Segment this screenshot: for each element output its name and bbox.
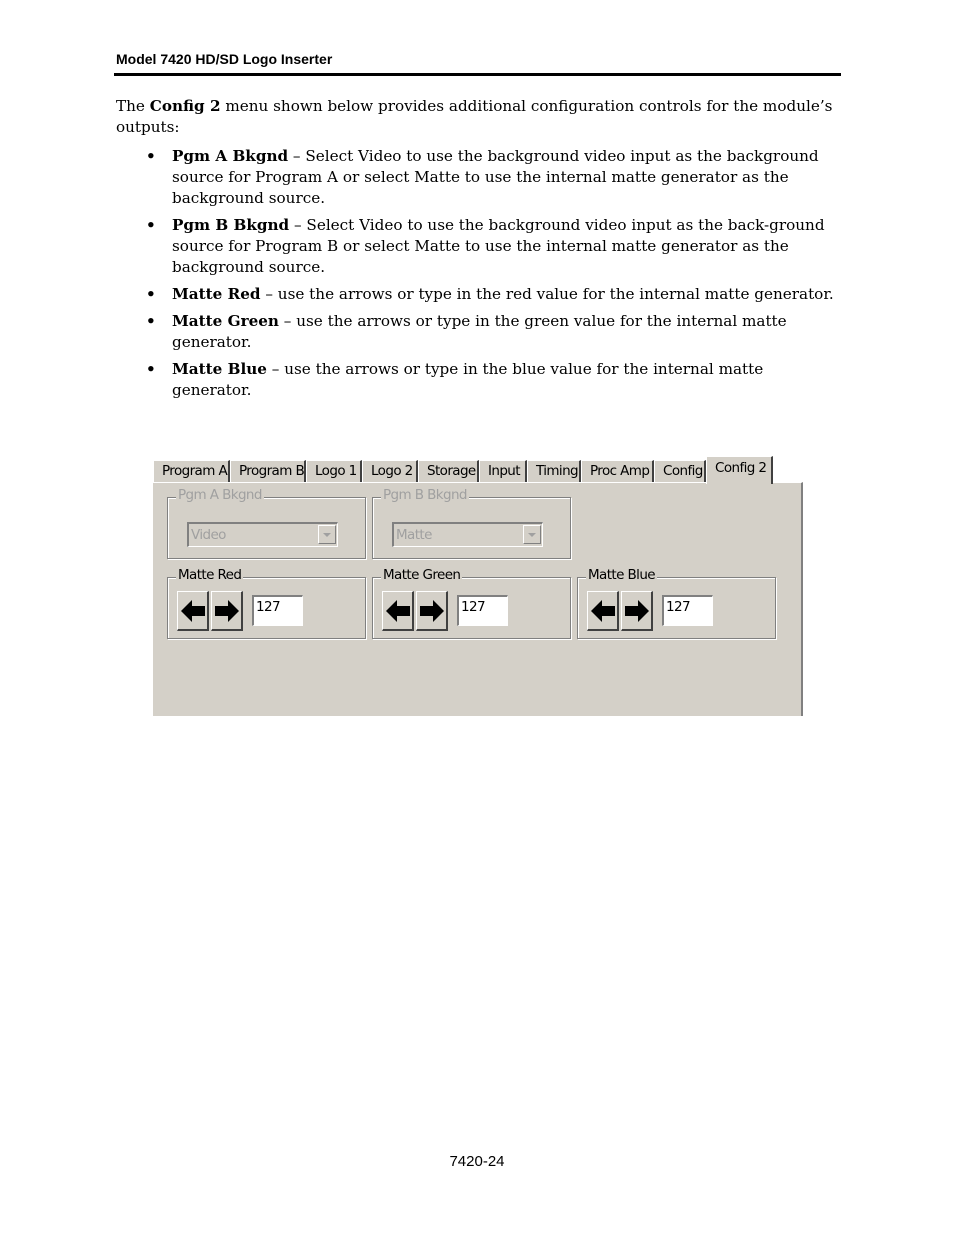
matte-red-label: Matte Red [178, 567, 242, 583]
tab-config-2[interactable]: Config 2 [706, 456, 773, 484]
pgm-a-bkgnd-select[interactable] [187, 522, 338, 547]
matte-green-group [372, 567, 571, 639]
dropdown-arrow-icon[interactable] [523, 525, 541, 544]
matte-green-label: Matte Green [383, 567, 461, 583]
matte-red-increment-button[interactable] [211, 591, 243, 631]
pgm-b-bkgnd-value: Matte [396, 527, 432, 543]
pgm-a-bkgnd-group [167, 487, 366, 559]
bullet-text: – use the arrows or type in the blue value for the internal matte generator. [172, 360, 764, 399]
bullet-text: – use the arrows or type in the green value for the internal matte generator. [172, 312, 787, 351]
left-arrow-icon [179, 596, 207, 626]
bullet-dot: • [146, 312, 156, 330]
matte-green-input[interactable]: 127 [457, 595, 508, 626]
tab-input[interactable]: Input [479, 460, 527, 482]
tab-program-b[interactable]: Program B [230, 460, 306, 482]
tab-logo-1[interactable]: Logo 1 [306, 460, 362, 482]
bullet-item-matte-green [116, 311, 842, 353]
bullet-item-pgm-a [116, 146, 842, 209]
bullet-item-matte-red [116, 284, 842, 305]
tab-proc-amp[interactable]: Proc Amp [581, 460, 654, 482]
matte-blue-label: Matte Blue [588, 567, 655, 583]
matte-blue-input[interactable]: 127 [662, 595, 713, 626]
tab-storage[interactable]: Storage [418, 460, 479, 482]
right-arrow-icon [623, 596, 651, 626]
intro-after: menu shown below provides additional configuration controls for the module’s outputs: [116, 97, 833, 136]
right-arrow-icon [213, 596, 241, 626]
matte-blue-decrement-button[interactable] [587, 591, 619, 631]
matte-green-decrement-button[interactable] [382, 591, 414, 631]
bullet-term: Pgm A Bkgnd [172, 147, 289, 165]
pgm-b-bkgnd-label: Pgm B Bkgnd [383, 487, 467, 503]
bullet-term: Matte Blue [172, 360, 267, 378]
bullet-term: Matte Green [172, 312, 279, 330]
bullet-list [116, 146, 842, 401]
header-rule [114, 73, 841, 76]
pgm-a-bkgnd-label: Pgm A Bkgnd [178, 487, 262, 503]
left-arrow-icon [589, 596, 617, 626]
intro-before: The [116, 97, 150, 115]
bullet-dot: • [146, 147, 156, 165]
body-text [116, 96, 842, 407]
pgm-a-bkgnd-value: Video [191, 527, 226, 543]
pgm-b-bkgnd-group [372, 487, 571, 559]
config2-screenshot [153, 455, 803, 716]
bullet-item-pgm-b [116, 215, 842, 278]
tab-timing[interactable]: Timing [527, 460, 581, 482]
intro-paragraph [116, 96, 842, 138]
tab-config[interactable]: Config [654, 460, 706, 482]
intro-bold: Config 2 [149, 97, 221, 115]
tab-program-a[interactable]: Program A [153, 460, 230, 482]
pgm-b-bkgnd-select[interactable] [392, 522, 543, 547]
dropdown-arrow-icon[interactable] [318, 525, 336, 544]
matte-red-decrement-button[interactable] [177, 591, 209, 631]
matte-red-group [167, 567, 366, 639]
left-arrow-icon [384, 596, 412, 626]
matte-green-increment-button[interactable] [416, 591, 448, 631]
bullet-item-matte-blue [116, 359, 842, 401]
right-arrow-icon [418, 596, 446, 626]
tab-logo-2[interactable]: Logo 2 [362, 460, 418, 482]
bullet-term: Pgm B Bkgnd [172, 216, 290, 234]
bullet-text: – Select Video to use the background video input as the background source for Program A or select Matte to use the internal matte generator as the background source. [172, 147, 819, 207]
tab-bar [153, 455, 803, 482]
page-header: Model 7420 HD/SD Logo Inserter [116, 51, 333, 67]
page-number: 7420-24 [449, 1153, 505, 1170]
bullet-dot: • [146, 216, 156, 234]
config2-panel [153, 482, 803, 716]
matte-red-input[interactable]: 127 [252, 595, 303, 626]
bullet-dot: • [146, 360, 156, 378]
bullet-text: – Select Video to use the background video input as the back-ground source for Program B or select Matte to use the internal matte generator as the background source. [172, 216, 825, 276]
bullet-term: Matte Red [172, 285, 261, 303]
matte-blue-group [577, 567, 776, 639]
bullet-dot: • [146, 285, 156, 303]
bullet-text: – use the arrows or type in the red value for the internal matte generator. [260, 285, 834, 303]
matte-blue-increment-button[interactable] [621, 591, 653, 631]
